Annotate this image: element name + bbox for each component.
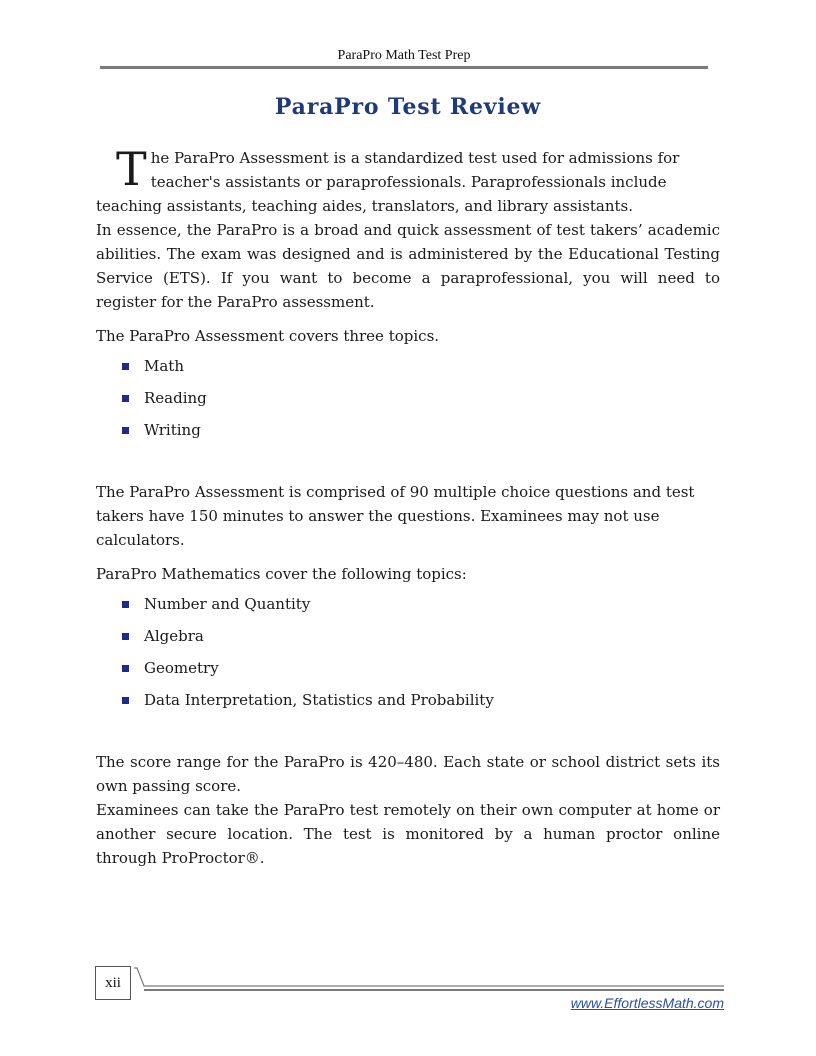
intro-text: he ParaPro Assessment is a standardized test used for admissions for teacher's assistants or paraprofessionals. Paraprofessionals include teaching assistants, teaching aides, translators, and library assistants. — [96, 149, 680, 215]
list-item — [122, 688, 720, 712]
bullet-square-icon — [122, 633, 129, 640]
page-number: xii — [95, 966, 131, 1000]
list-item-text: Number and Quantity — [144, 595, 311, 613]
topics-intro-paragraph: The ParaPro Assessment covers three topics. — [96, 327, 440, 345]
list-item-text: Reading — [144, 389, 207, 407]
remote-paragraph: Examinees can take the ParaPro test remotely on their own computer at home or another secure location. The test is monitored by a human proctor online through ProProctor®. — [96, 801, 720, 867]
list-item-text: Algebra — [144, 627, 204, 645]
list-item — [122, 386, 720, 410]
format-paragraph: The ParaPro Assessment is comprised of 90 multiple choice questions and test takers have 150 minutes to answer the questions. Examinees may not use calculators. — [96, 483, 695, 549]
topics-list — [96, 354, 720, 442]
bullet-square-icon — [122, 665, 129, 672]
page-content — [96, 142, 720, 870]
list-item-text: Math — [144, 357, 184, 375]
list-item — [122, 354, 720, 378]
list-item — [122, 656, 720, 680]
list-item-text: Writing — [144, 421, 201, 439]
list-item-text: Data Interpretation, Statistics and Probability — [144, 691, 494, 709]
page-title: ParaPro Test Review — [274, 94, 542, 120]
footer-rule — [134, 966, 724, 996]
list-item — [122, 624, 720, 648]
bullet-square-icon — [122, 363, 129, 370]
bullet-square-icon — [122, 697, 129, 704]
list-item — [122, 418, 720, 442]
header-rule — [100, 66, 708, 69]
bullet-square-icon — [122, 427, 129, 434]
essence-paragraph: In essence, the ParaPro is a broad and quick assessment of test takers’ academic abilities. The exam was designed and is administered by the Educational Testing Service (ETS). If you want to become a paraprofessional, you will need to register for the ParaPro assessment. — [96, 221, 720, 311]
list-item — [122, 592, 720, 616]
math-topics-list — [96, 592, 720, 712]
website-link[interactable]: www.EffortlessMath.com — [570, 995, 724, 1011]
running-header: ParaPro Math Test Prep — [337, 48, 471, 63]
drop-cap: T — [116, 142, 147, 196]
intro-paragraph — [96, 142, 720, 218]
bullet-square-icon — [122, 395, 129, 402]
bullet-square-icon — [122, 601, 129, 608]
score-paragraph: The score range for the ParaPro is 420–480. Each state or school district sets its own passing score. — [96, 753, 720, 795]
list-item-text: Geometry — [144, 659, 219, 677]
math-intro-paragraph: ParaPro Mathematics cover the following topics: — [96, 565, 467, 583]
